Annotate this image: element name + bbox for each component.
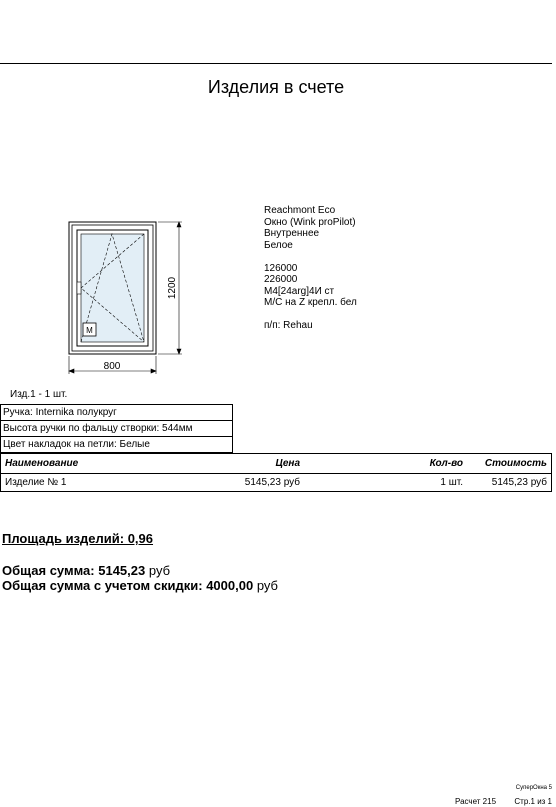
height-label: 1200: [167, 276, 178, 300]
cell-qty: 1 шт.: [304, 474, 467, 492]
total-sum-label: Общая сумма:: [2, 563, 95, 578]
prop-sill: п/п: Rehau: [264, 320, 313, 331]
prop-glazing: M4[24arg]4И ст: [264, 285, 335, 297]
total-sum-value: 5145,23: [98, 563, 146, 578]
width-label: 800: [103, 361, 121, 372]
prop-color: Белое: [264, 239, 293, 251]
option-row: [1, 421, 233, 437]
options-table: [0, 404, 233, 453]
option-handle: Ручка: Internika полукруг: [1, 405, 233, 421]
col-qty: Кол-во: [304, 454, 467, 474]
footer-program: СуперОкна 5: [515, 785, 552, 791]
handle-icon: [77, 282, 81, 294]
sash-mark: M: [86, 326, 93, 335]
option-handle-height: Высота ручки по фальцу створки: 544мм: [1, 421, 233, 437]
prop-type: Окно (Wink proPilot): [264, 216, 356, 228]
prop-code-2: 226000: [264, 274, 298, 285]
discount-sum-unit: руб: [256, 578, 279, 593]
option-hinge-color: Цвет накладок на петли: Белые: [1, 437, 233, 453]
table-row: [1, 474, 552, 492]
discount-sum-value: 4000,00: [206, 578, 254, 593]
col-cost: Стоимость: [467, 454, 552, 474]
cell-name: Изделие № 1: [1, 474, 220, 492]
footer-calc: Расчет 215: [455, 797, 497, 806]
prop-net: М/С на Z кpепл. бел: [264, 297, 357, 308]
cell-cost: 5145,23 руб: [467, 474, 552, 492]
total-sum: [2, 563, 170, 578]
option-row: [1, 437, 233, 453]
col-price: Цена: [219, 454, 304, 474]
col-name: Наименование: [1, 454, 220, 474]
discount-sum-label: Общая сумма с учетом скидки:: [2, 578, 203, 593]
prop-code-1: 126000: [264, 262, 298, 274]
product-properties: [264, 205, 357, 332]
prop-profile: Reachmont Eco: [264, 205, 336, 216]
page-title: Изделия в счете: [207, 77, 345, 97]
total-sum-unit: руб: [148, 563, 171, 578]
prop-position: Внутреннее: [264, 228, 320, 239]
items-table: [0, 453, 552, 492]
item-caption: Изд.1 - 1 шт.: [10, 389, 68, 400]
top-rule: [0, 63, 552, 64]
option-row: [1, 405, 233, 421]
table-header: [1, 454, 552, 474]
discount-sum: [2, 578, 278, 593]
cell-price: 5145,23 руб: [219, 474, 304, 492]
footer-page: Стр.1 из 1: [514, 797, 552, 806]
window-drawing: [55, 208, 195, 378]
total-area: Площадь изделий: 0,96: [2, 531, 154, 546]
